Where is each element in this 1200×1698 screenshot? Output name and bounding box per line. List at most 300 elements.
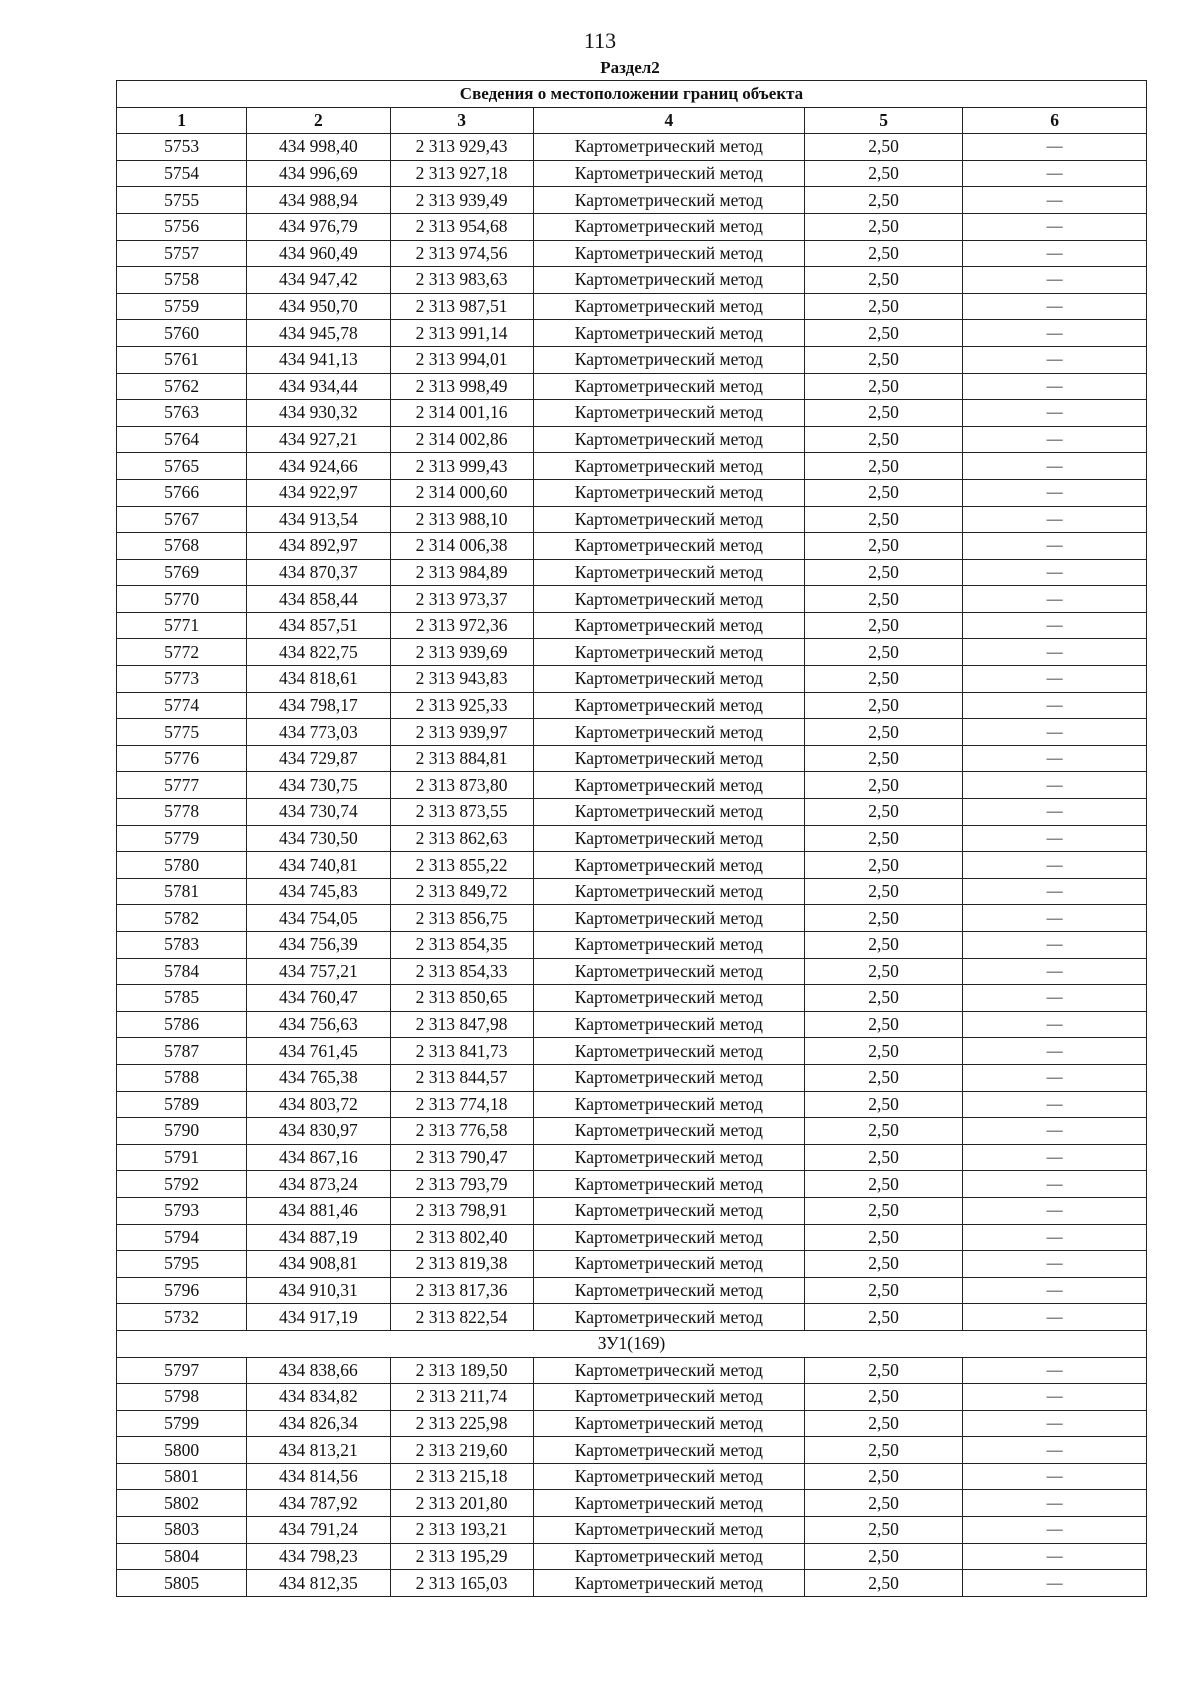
point-number-cell: 5776 (117, 745, 247, 772)
accuracy-cell: 2,50 (805, 1543, 963, 1570)
table-row (117, 1570, 1147, 1597)
method-cell: Картометрический метод (533, 1251, 804, 1278)
dash-cell: — (963, 346, 1147, 373)
point-number-cell: 5763 (117, 400, 247, 427)
method-cell: Картометрический метод (533, 1118, 804, 1145)
table-row (117, 453, 1147, 480)
y-coordinate-cell: 2 313 929,43 (390, 134, 533, 161)
accuracy-cell: 2,50 (805, 533, 963, 560)
x-coordinate-cell: 434 730,74 (247, 799, 390, 826)
x-coordinate-cell: 434 740,81 (247, 852, 390, 879)
x-coordinate-cell: 434 887,19 (247, 1224, 390, 1251)
dash-cell: — (963, 772, 1147, 799)
accuracy-cell: 2,50 (805, 1463, 963, 1490)
x-coordinate-cell: 434 908,81 (247, 1251, 390, 1278)
point-number-cell: 5767 (117, 506, 247, 533)
method-cell: Картометрический метод (533, 293, 804, 320)
table-body-part1 (117, 134, 1147, 1331)
x-coordinate-cell: 434 757,21 (247, 958, 390, 985)
accuracy-cell: 2,50 (805, 373, 963, 400)
method-cell: Картометрический метод (533, 453, 804, 480)
y-coordinate-cell: 2 313 211,74 (390, 1384, 533, 1411)
table-row (117, 320, 1147, 347)
y-coordinate-cell: 2 313 189,50 (390, 1357, 533, 1384)
point-number-cell: 5756 (117, 213, 247, 240)
x-coordinate-cell: 434 922,97 (247, 479, 390, 506)
table-row (117, 1171, 1147, 1198)
accuracy-cell: 2,50 (805, 213, 963, 240)
point-number-cell: 5768 (117, 533, 247, 560)
y-coordinate-cell: 2 313 195,29 (390, 1543, 533, 1570)
dash-cell: — (963, 1011, 1147, 1038)
method-cell: Картометрический метод (533, 639, 804, 666)
method-cell: Картометрический метод (533, 506, 804, 533)
accuracy-cell: 2,50 (805, 1490, 963, 1517)
dash-cell: — (963, 1251, 1147, 1278)
accuracy-cell: 2,50 (805, 985, 963, 1012)
method-cell: Картометрический метод (533, 1304, 804, 1331)
boundary-coordinates-table (116, 80, 1147, 1597)
point-number-cell: 5792 (117, 1171, 247, 1198)
y-coordinate-cell: 2 314 006,38 (390, 533, 533, 560)
table-row (117, 1224, 1147, 1251)
y-coordinate-cell: 2 313 943,83 (390, 666, 533, 693)
dash-cell: — (963, 612, 1147, 639)
y-coordinate-cell: 2 314 001,16 (390, 400, 533, 427)
point-number-cell: 5732 (117, 1304, 247, 1331)
x-coordinate-cell: 434 930,32 (247, 400, 390, 427)
column-header-row (117, 107, 1147, 134)
point-number-cell: 5775 (117, 719, 247, 746)
method-cell: Картометрический метод (533, 799, 804, 826)
table-row (117, 1517, 1147, 1544)
y-coordinate-cell: 2 313 998,49 (390, 373, 533, 400)
accuracy-cell: 2,50 (805, 559, 963, 586)
accuracy-cell: 2,50 (805, 1304, 963, 1331)
method-cell: Картометрический метод (533, 533, 804, 560)
y-coordinate-cell: 2 313 165,03 (390, 1570, 533, 1597)
dash-cell: — (963, 1384, 1147, 1411)
dash-cell: — (963, 1224, 1147, 1251)
point-number-cell: 5753 (117, 134, 247, 161)
y-coordinate-cell: 2 313 847,98 (390, 1011, 533, 1038)
column-header: 6 (963, 107, 1147, 134)
accuracy-cell: 2,50 (805, 1171, 963, 1198)
accuracy-cell: 2,50 (805, 1277, 963, 1304)
x-coordinate-cell: 434 910,31 (247, 1277, 390, 1304)
point-number-cell: 5805 (117, 1570, 247, 1597)
point-number-cell: 5757 (117, 240, 247, 267)
dash-cell: — (963, 240, 1147, 267)
method-cell: Картометрический метод (533, 666, 804, 693)
accuracy-cell: 2,50 (805, 612, 963, 639)
accuracy-cell: 2,50 (805, 719, 963, 746)
y-coordinate-cell: 2 314 000,60 (390, 479, 533, 506)
y-coordinate-cell: 2 314 002,86 (390, 426, 533, 453)
x-coordinate-cell: 434 870,37 (247, 559, 390, 586)
method-cell: Картометрический метод (533, 160, 804, 187)
y-coordinate-cell: 2 313 972,36 (390, 612, 533, 639)
method-cell: Картометрический метод (533, 1144, 804, 1171)
table-row (117, 134, 1147, 161)
table-row (117, 1038, 1147, 1065)
method-cell: Картометрический метод (533, 719, 804, 746)
accuracy-cell: 2,50 (805, 187, 963, 214)
table-row (117, 1251, 1147, 1278)
y-coordinate-cell: 2 313 822,54 (390, 1304, 533, 1331)
accuracy-cell: 2,50 (805, 878, 963, 905)
x-coordinate-cell: 434 818,61 (247, 666, 390, 693)
x-coordinate-cell: 434 881,46 (247, 1197, 390, 1224)
point-number-cell: 5781 (117, 878, 247, 905)
point-number-cell: 5790 (117, 1118, 247, 1145)
method-cell: Картометрический метод (533, 932, 804, 959)
dash-cell: — (963, 1064, 1147, 1091)
method-cell: Картометрический метод (533, 1038, 804, 1065)
y-coordinate-cell: 2 313 873,55 (390, 799, 533, 826)
x-coordinate-cell: 434 745,83 (247, 878, 390, 905)
table-row (117, 666, 1147, 693)
dash-cell: — (963, 692, 1147, 719)
dash-cell: — (963, 719, 1147, 746)
accuracy-cell: 2,50 (805, 799, 963, 826)
x-coordinate-cell: 434 826,34 (247, 1410, 390, 1437)
point-number-cell: 5784 (117, 958, 247, 985)
point-number-cell: 5765 (117, 453, 247, 480)
table-row (117, 1304, 1147, 1331)
x-coordinate-cell: 434 765,38 (247, 1064, 390, 1091)
point-number-cell: 5760 (117, 320, 247, 347)
table-row (117, 985, 1147, 1012)
x-coordinate-cell: 434 830,97 (247, 1118, 390, 1145)
accuracy-cell: 2,50 (805, 320, 963, 347)
method-cell: Картометрический метод (533, 825, 804, 852)
y-coordinate-cell: 2 313 884,81 (390, 745, 533, 772)
x-coordinate-cell: 434 803,72 (247, 1091, 390, 1118)
accuracy-cell: 2,50 (805, 1437, 963, 1464)
column-header: 4 (533, 107, 804, 134)
x-coordinate-cell: 434 730,50 (247, 825, 390, 852)
dash-cell: — (963, 267, 1147, 294)
y-coordinate-cell: 2 313 193,21 (390, 1517, 533, 1544)
accuracy-cell: 2,50 (805, 1011, 963, 1038)
dash-cell: — (963, 1543, 1147, 1570)
x-coordinate-cell: 434 773,03 (247, 719, 390, 746)
y-coordinate-cell: 2 313 850,65 (390, 985, 533, 1012)
accuracy-cell: 2,50 (805, 1570, 963, 1597)
dash-cell: — (963, 1118, 1147, 1145)
dash-cell: — (963, 400, 1147, 427)
dash-cell: — (963, 958, 1147, 985)
accuracy-cell: 2,50 (805, 1144, 963, 1171)
table-row (117, 346, 1147, 373)
point-number-cell: 5779 (117, 825, 247, 852)
dash-cell: — (963, 825, 1147, 852)
y-coordinate-cell: 2 313 790,47 (390, 1144, 533, 1171)
table-row (117, 267, 1147, 294)
dash-cell: — (963, 1304, 1147, 1331)
x-coordinate-cell: 434 822,75 (247, 639, 390, 666)
dash-cell: — (963, 1570, 1147, 1597)
x-coordinate-cell: 434 791,24 (247, 1517, 390, 1544)
dash-cell: — (963, 639, 1147, 666)
dash-cell: — (963, 1490, 1147, 1517)
y-coordinate-cell: 2 313 841,73 (390, 1038, 533, 1065)
table-row (117, 852, 1147, 879)
table-row (117, 958, 1147, 985)
group-label-row (117, 1330, 1147, 1357)
accuracy-cell: 2,50 (805, 453, 963, 480)
y-coordinate-cell: 2 313 855,22 (390, 852, 533, 879)
dash-cell: — (963, 559, 1147, 586)
table-row (117, 932, 1147, 959)
table-row (117, 1543, 1147, 1570)
x-coordinate-cell: 434 927,21 (247, 426, 390, 453)
table-row (117, 878, 1147, 905)
table-row (117, 533, 1147, 560)
point-number-cell: 5798 (117, 1384, 247, 1411)
point-number-cell: 5800 (117, 1437, 247, 1464)
x-coordinate-cell: 434 812,35 (247, 1570, 390, 1597)
method-cell: Картометрический метод (533, 1357, 804, 1384)
dash-cell: — (963, 666, 1147, 693)
group-label: ЗУ1(169) (117, 1330, 1147, 1357)
method-cell: Картометрический метод (533, 1570, 804, 1597)
table-row (117, 506, 1147, 533)
dash-cell: — (963, 1197, 1147, 1224)
y-coordinate-cell: 2 313 854,35 (390, 932, 533, 959)
accuracy-cell: 2,50 (805, 1251, 963, 1278)
dash-cell: — (963, 1038, 1147, 1065)
x-coordinate-cell: 434 760,47 (247, 985, 390, 1012)
y-coordinate-cell: 2 313 819,38 (390, 1251, 533, 1278)
table-row (117, 1091, 1147, 1118)
point-number-cell: 5788 (117, 1064, 247, 1091)
accuracy-cell: 2,50 (805, 586, 963, 613)
y-coordinate-cell: 2 313 873,80 (390, 772, 533, 799)
point-number-cell: 5795 (117, 1251, 247, 1278)
y-coordinate-cell: 2 313 215,18 (390, 1463, 533, 1490)
table-row (117, 825, 1147, 852)
method-cell: Картометрический метод (533, 373, 804, 400)
method-cell: Картометрический метод (533, 1064, 804, 1091)
y-coordinate-cell: 2 313 983,63 (390, 267, 533, 294)
y-coordinate-cell: 2 313 225,98 (390, 1410, 533, 1437)
accuracy-cell: 2,50 (805, 293, 963, 320)
x-coordinate-cell: 434 913,54 (247, 506, 390, 533)
group-section (117, 1330, 1147, 1357)
accuracy-cell: 2,50 (805, 1038, 963, 1065)
method-cell: Картометрический метод (533, 1410, 804, 1437)
dash-cell: — (963, 160, 1147, 187)
point-number-cell: 5762 (117, 373, 247, 400)
y-coordinate-cell: 2 313 939,97 (390, 719, 533, 746)
x-coordinate-cell: 434 838,66 (247, 1357, 390, 1384)
method-cell: Картометрический метод (533, 1091, 804, 1118)
point-number-cell: 5786 (117, 1011, 247, 1038)
point-number-cell: 5797 (117, 1357, 247, 1384)
table-row (117, 586, 1147, 613)
point-number-cell: 5774 (117, 692, 247, 719)
accuracy-cell: 2,50 (805, 932, 963, 959)
accuracy-cell: 2,50 (805, 1064, 963, 1091)
table-row (117, 426, 1147, 453)
table-row (117, 213, 1147, 240)
dash-cell: — (963, 985, 1147, 1012)
x-coordinate-cell: 434 945,78 (247, 320, 390, 347)
accuracy-cell: 2,50 (805, 346, 963, 373)
x-coordinate-cell: 434 834,82 (247, 1384, 390, 1411)
y-coordinate-cell: 2 313 817,36 (390, 1277, 533, 1304)
dash-cell: — (963, 320, 1147, 347)
method-cell: Картометрический метод (533, 692, 804, 719)
point-number-cell: 5769 (117, 559, 247, 586)
accuracy-cell: 2,50 (805, 400, 963, 427)
accuracy-cell: 2,50 (805, 1091, 963, 1118)
method-cell: Картометрический метод (533, 320, 804, 347)
dash-cell: — (963, 187, 1147, 214)
dash-cell: — (963, 426, 1147, 453)
point-number-cell: 5755 (117, 187, 247, 214)
point-number-cell: 5803 (117, 1517, 247, 1544)
table-row (117, 1197, 1147, 1224)
y-coordinate-cell: 2 313 988,10 (390, 506, 533, 533)
dash-cell: — (963, 1517, 1147, 1544)
y-coordinate-cell: 2 313 973,37 (390, 586, 533, 613)
method-cell: Картометрический метод (533, 958, 804, 985)
y-coordinate-cell: 2 313 994,01 (390, 346, 533, 373)
table-row (117, 187, 1147, 214)
y-coordinate-cell: 2 313 862,63 (390, 825, 533, 852)
dash-cell: — (963, 1277, 1147, 1304)
point-number-cell: 5789 (117, 1091, 247, 1118)
method-cell: Картометрический метод (533, 852, 804, 879)
dash-cell: — (963, 134, 1147, 161)
method-cell: Картометрический метод (533, 612, 804, 639)
column-header: 5 (805, 107, 963, 134)
method-cell: Картометрический метод (533, 745, 804, 772)
point-number-cell: 5787 (117, 1038, 247, 1065)
x-coordinate-cell: 434 814,56 (247, 1463, 390, 1490)
table-row (117, 400, 1147, 427)
table-row (117, 479, 1147, 506)
dash-cell: — (963, 905, 1147, 932)
point-number-cell: 5773 (117, 666, 247, 693)
x-coordinate-cell: 434 813,21 (247, 1437, 390, 1464)
table-row (117, 559, 1147, 586)
x-coordinate-cell: 434 730,75 (247, 772, 390, 799)
x-coordinate-cell: 434 892,97 (247, 533, 390, 560)
method-cell: Картометрический метод (533, 400, 804, 427)
x-coordinate-cell: 434 988,94 (247, 187, 390, 214)
accuracy-cell: 2,50 (805, 1197, 963, 1224)
point-number-cell: 5759 (117, 293, 247, 320)
x-coordinate-cell: 434 960,49 (247, 240, 390, 267)
table-row (117, 1463, 1147, 1490)
method-cell: Картометрический метод (533, 1490, 804, 1517)
table-row (117, 719, 1147, 746)
accuracy-cell: 2,50 (805, 666, 963, 693)
point-number-cell: 5764 (117, 426, 247, 453)
y-coordinate-cell: 2 313 849,72 (390, 878, 533, 905)
point-number-cell: 5796 (117, 1277, 247, 1304)
accuracy-cell: 2,50 (805, 1357, 963, 1384)
y-coordinate-cell: 2 313 776,58 (390, 1118, 533, 1145)
table-row (117, 639, 1147, 666)
y-coordinate-cell: 2 313 954,68 (390, 213, 533, 240)
y-coordinate-cell: 2 313 219,60 (390, 1437, 533, 1464)
accuracy-cell: 2,50 (805, 1517, 963, 1544)
point-number-cell: 5793 (117, 1197, 247, 1224)
x-coordinate-cell: 434 857,51 (247, 612, 390, 639)
table-row (117, 160, 1147, 187)
dash-cell: — (963, 745, 1147, 772)
dash-cell: — (963, 1437, 1147, 1464)
y-coordinate-cell: 2 313 939,49 (390, 187, 533, 214)
table-row (117, 373, 1147, 400)
y-coordinate-cell: 2 313 974,56 (390, 240, 533, 267)
method-cell: Картометрический метод (533, 1011, 804, 1038)
dash-cell: — (963, 852, 1147, 879)
accuracy-cell: 2,50 (805, 1410, 963, 1437)
accuracy-cell: 2,50 (805, 506, 963, 533)
y-coordinate-cell: 2 313 854,33 (390, 958, 533, 985)
dash-cell: — (963, 586, 1147, 613)
y-coordinate-cell: 2 313 984,89 (390, 559, 533, 586)
accuracy-cell: 2,50 (805, 134, 963, 161)
method-cell: Картометрический метод (533, 878, 804, 905)
method-cell: Картометрический метод (533, 559, 804, 586)
dash-cell: — (963, 1171, 1147, 1198)
method-cell: Картометрический метод (533, 426, 804, 453)
point-number-cell: 5802 (117, 1490, 247, 1517)
accuracy-cell: 2,50 (805, 240, 963, 267)
point-number-cell: 5772 (117, 639, 247, 666)
dash-cell: — (963, 293, 1147, 320)
accuracy-cell: 2,50 (805, 772, 963, 799)
method-cell: Картометрический метод (533, 1224, 804, 1251)
accuracy-cell: 2,50 (805, 692, 963, 719)
point-number-cell: 5754 (117, 160, 247, 187)
y-coordinate-cell: 2 313 856,75 (390, 905, 533, 932)
point-number-cell: 5766 (117, 479, 247, 506)
dash-cell: — (963, 932, 1147, 959)
column-header: 2 (247, 107, 390, 134)
method-cell: Картометрический метод (533, 240, 804, 267)
method-cell: Картометрический метод (533, 346, 804, 373)
table-caption: Сведения о местоположении границ объекта (117, 81, 1147, 108)
point-number-cell: 5783 (117, 932, 247, 959)
point-number-cell: 5771 (117, 612, 247, 639)
dash-cell: — (963, 1357, 1147, 1384)
point-number-cell: 5801 (117, 1463, 247, 1490)
method-cell: Картометрический метод (533, 586, 804, 613)
table-caption-row (117, 81, 1147, 108)
point-number-cell: 5794 (117, 1224, 247, 1251)
point-number-cell: 5778 (117, 799, 247, 826)
table-row (117, 1410, 1147, 1437)
method-cell: Картометрический метод (533, 1277, 804, 1304)
x-coordinate-cell: 434 756,39 (247, 932, 390, 959)
point-number-cell: 5770 (117, 586, 247, 613)
x-coordinate-cell: 434 867,16 (247, 1144, 390, 1171)
method-cell: Картометрический метод (533, 1517, 804, 1544)
y-coordinate-cell: 2 313 939,69 (390, 639, 533, 666)
x-coordinate-cell: 434 950,70 (247, 293, 390, 320)
accuracy-cell: 2,50 (805, 267, 963, 294)
method-cell: Картометрический метод (533, 267, 804, 294)
method-cell: Картометрический метод (533, 479, 804, 506)
